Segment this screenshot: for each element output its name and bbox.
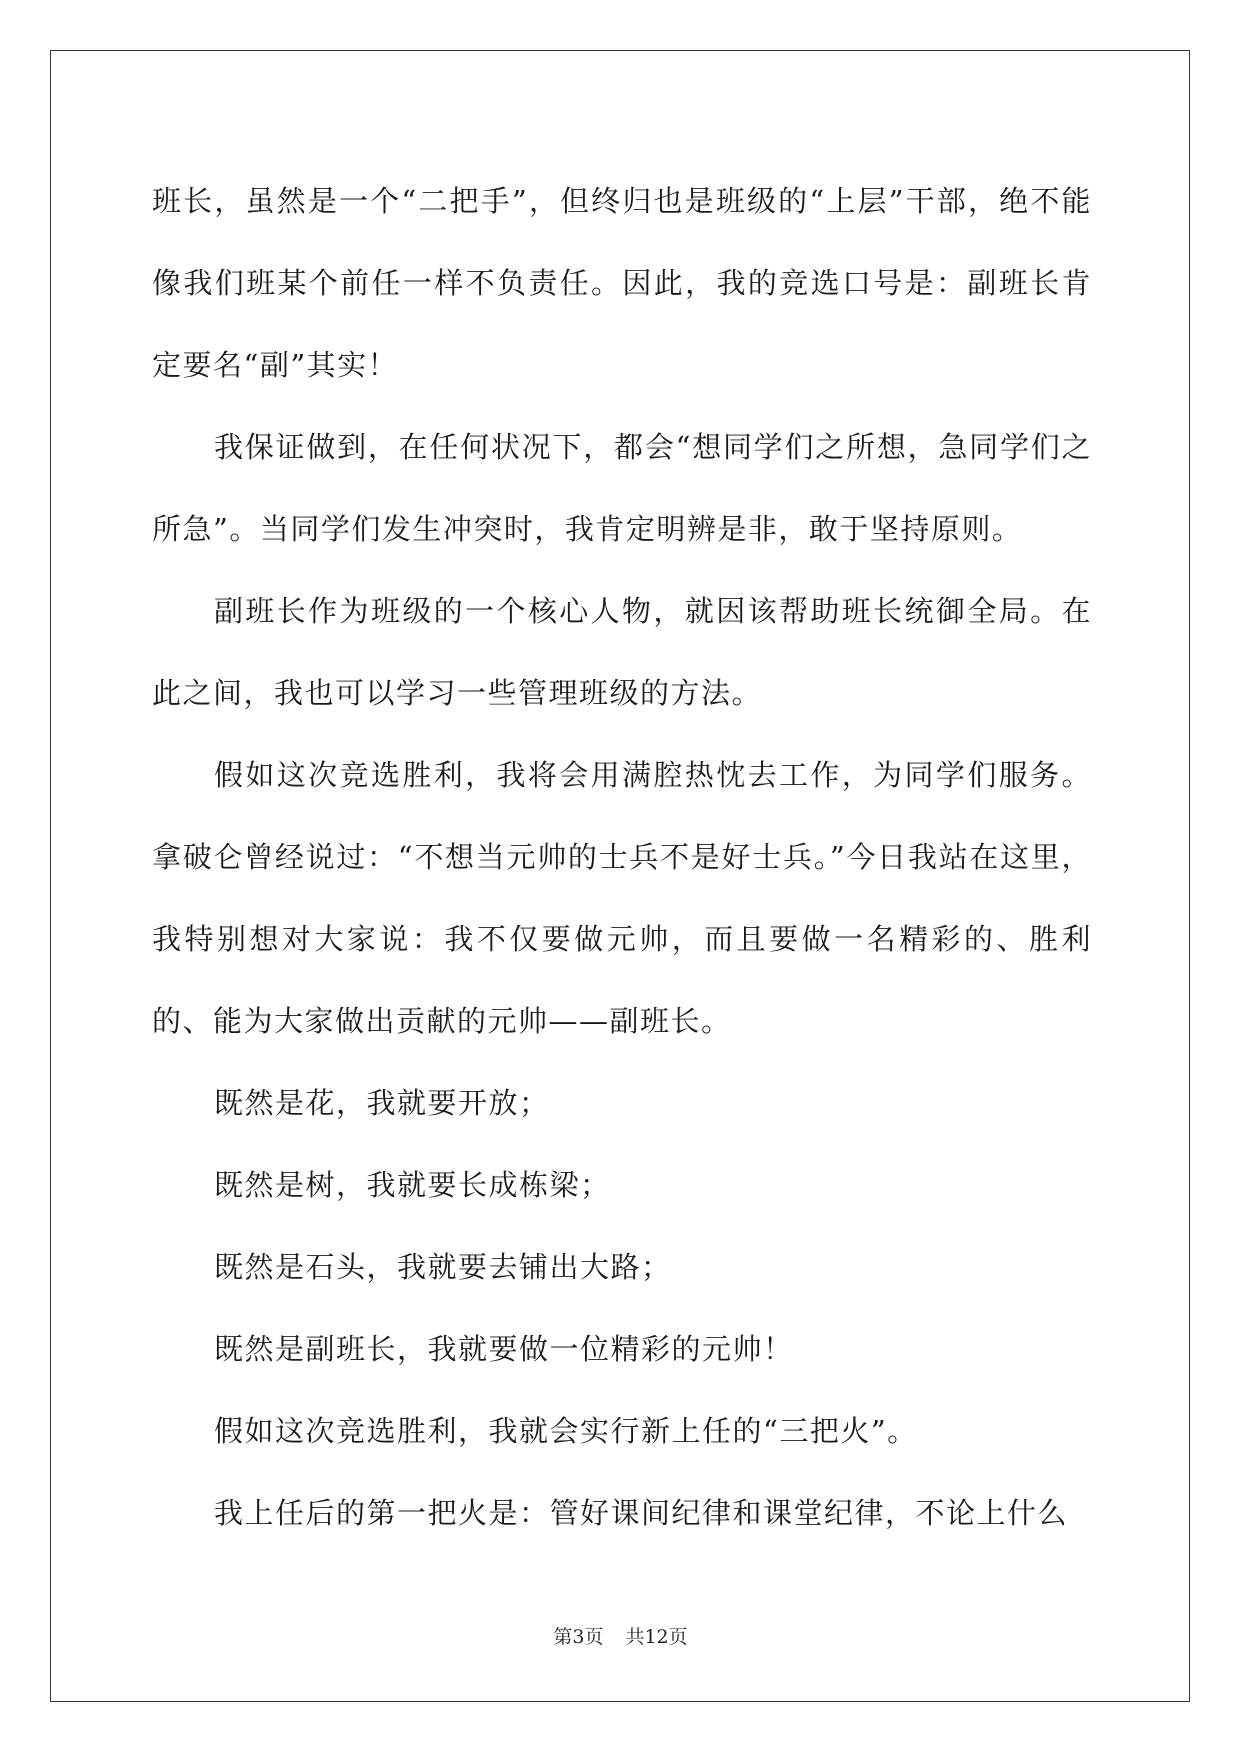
- paragraph-2: 我保证做到，在任何状况下，都会“想同学们之所想，急同学们之所急”。当同学们发生冲突时，我肯定明辨是非，敢于坚持原则。: [152, 430, 1092, 546]
- page-number: 第3页: [553, 1626, 604, 1648]
- paragraph-9: 假如这次竞选胜利，我就会实行新上任的“三把火”。: [214, 1414, 918, 1448]
- paragraph-1: 班长，虽然是一个“二把手”，但终归也是班级的“上层”干部，绝不能像我们班某个前任一样不负责任。因此，我的竞选口号是：副班长肯定要名“副”其实！: [152, 184, 1092, 382]
- paragraph-5: 既然是花，我就要开放；: [214, 1086, 550, 1120]
- document-body: [152, 160, 1092, 1554]
- total-pages: 共12页: [625, 1626, 688, 1648]
- paragraph-10: 我上任后的第一把火是：管好课间纪律和课堂纪律，不论上什么: [214, 1496, 1069, 1530]
- paragraph-3: 副班长作为班级的一个核心人物，就因该帮助班长统御全局。在此之间，我也可以学习一些管理班级的方法。: [152, 594, 1092, 710]
- paragraph-8: 既然是副班长，我就要做一位精彩的元帅！: [214, 1332, 794, 1366]
- paragraph-4: 假如这次竞选胜利，我将会用满腔热忱去工作，为同学们服务。拿破仑曾经说过：“不想当元帅的士兵不是好士兵。”今日我站在这里，我特别想对大家说：我不仅要做元帅，而且要做一名精彩的、胜利的、能为大家做出贡献的元帅——副班长。: [152, 758, 1092, 1038]
- paragraph-6: 既然是树，我就要长成栋梁；: [214, 1168, 611, 1202]
- paragraph-7: 既然是石头，我就要去铺出大路；: [214, 1250, 672, 1284]
- page-footer: [0, 1622, 1241, 1649]
